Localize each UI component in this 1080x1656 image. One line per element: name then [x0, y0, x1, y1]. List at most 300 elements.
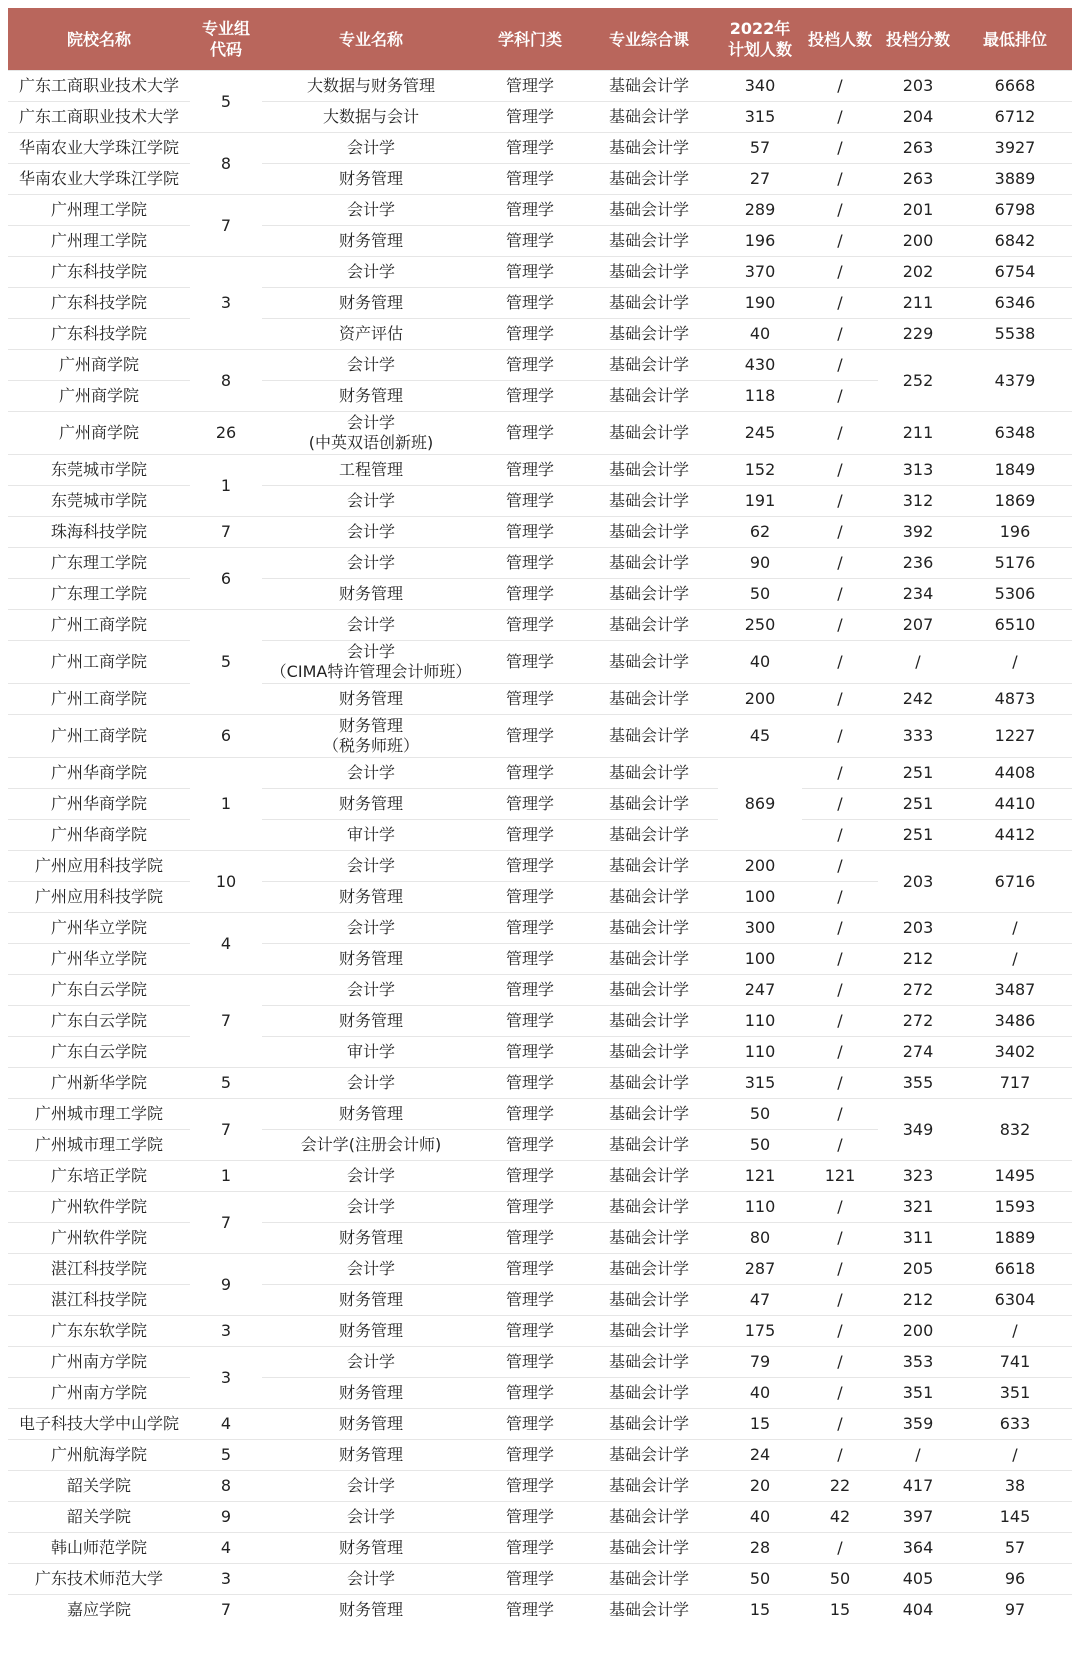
table-row — [8, 486, 1072, 517]
table-row — [8, 1192, 1072, 1223]
major-cell: 财务管理 — [262, 944, 480, 975]
school-cell: 广东理工学院 — [8, 548, 190, 579]
table-row — [8, 1502, 1072, 1533]
plan-cell: 200 — [718, 851, 802, 882]
category-cell: 管理学 — [480, 789, 580, 820]
plan-cell: 27 — [718, 164, 802, 195]
table-row — [8, 226, 1072, 257]
score-cell: 212 — [878, 1285, 958, 1316]
category-cell: 管理学 — [480, 1254, 580, 1285]
category-cell: 管理学 — [480, 1037, 580, 1068]
major-cell: 财务管理 — [262, 1099, 480, 1130]
major-cell: 财务管理 — [262, 1409, 480, 1440]
admitted-cell: 15 — [802, 1595, 878, 1626]
major-cell: 会计学 — [262, 1254, 480, 1285]
table-row — [8, 641, 1072, 684]
group-code-cell: 7 — [190, 1192, 262, 1254]
major-cell: 审计学 — [262, 820, 480, 851]
course-cell: 基础会计学 — [580, 102, 718, 133]
plan-cell: 340 — [718, 71, 802, 102]
school-cell: 广州软件学院 — [8, 1192, 190, 1223]
header-plan-text — [720, 18, 800, 60]
header-group-code — [190, 8, 262, 71]
admitted-cell: / — [802, 1347, 878, 1378]
major-cell: 财务管理 — [262, 381, 480, 412]
plan-cell: 247 — [718, 975, 802, 1006]
admitted-cell: / — [802, 851, 878, 882]
score-cell: 201 — [878, 195, 958, 226]
course-cell: 基础会计学 — [580, 1316, 718, 1347]
course-cell: 基础会计学 — [580, 1409, 718, 1440]
rank-cell: 5306 — [958, 579, 1072, 610]
course-cell: 基础会计学 — [580, 71, 718, 102]
table-row — [8, 133, 1072, 164]
course-cell: 基础会计学 — [580, 944, 718, 975]
school-cell: 广东白云学院 — [8, 1037, 190, 1068]
score-cell: 263 — [878, 164, 958, 195]
table-row — [8, 1471, 1072, 1502]
score-cell: 364 — [878, 1533, 958, 1564]
rank-cell: 1889 — [958, 1223, 1072, 1254]
major-cell: 财务管理 — [262, 1533, 480, 1564]
school-cell: 广州商学院 — [8, 381, 190, 412]
course-cell: 基础会计学 — [580, 288, 718, 319]
category-cell: 管理学 — [480, 610, 580, 641]
rank-cell: 4379 — [958, 350, 1072, 412]
course-cell: 基础会计学 — [580, 1533, 718, 1564]
category-cell: 管理学 — [480, 1440, 580, 1471]
major-line: 会计学 — [346, 642, 395, 661]
course-cell: 基础会计学 — [580, 195, 718, 226]
plan-cell: 315 — [718, 102, 802, 133]
school-cell: 韩山师范学院 — [8, 1533, 190, 1564]
plan-cell: 430 — [718, 350, 802, 381]
major-cell: 会计学 — [262, 350, 480, 381]
category-cell: 管理学 — [480, 1192, 580, 1223]
plan-cell: 62 — [718, 517, 802, 548]
major-cell: 财务管理 — [262, 579, 480, 610]
major-cell: 资产评估 — [262, 319, 480, 350]
rank-cell: 6754 — [958, 257, 1072, 288]
school-cell: 广州工商学院 — [8, 641, 190, 684]
course-cell: 基础会计学 — [580, 715, 718, 758]
category-cell: 管理学 — [480, 641, 580, 684]
group-code-cell: 4 — [190, 1533, 262, 1564]
major-cell: 财务管理 — [262, 1006, 480, 1037]
admitted-cell: / — [802, 102, 878, 133]
score-cell: 321 — [878, 1192, 958, 1223]
admitted-cell: / — [802, 455, 878, 486]
group-code-cell: 5 — [190, 1068, 262, 1099]
table-row — [8, 758, 1072, 789]
table-row — [8, 350, 1072, 381]
admitted-cell: / — [802, 517, 878, 548]
school-cell: 广州商学院 — [8, 412, 190, 455]
rank-cell: 1495 — [958, 1161, 1072, 1192]
table-row — [8, 1533, 1072, 1564]
school-cell: 广州商学院 — [8, 350, 190, 381]
group-code-cell: 1 — [190, 455, 262, 517]
table-row — [8, 1037, 1072, 1068]
header-course: 专业综合课 — [580, 8, 718, 71]
school-cell: 广州理工学院 — [8, 226, 190, 257]
score-cell: 274 — [878, 1037, 958, 1068]
rank-cell: 351 — [958, 1378, 1072, 1409]
admitted-cell: / — [802, 288, 878, 319]
plan-cell: 40 — [718, 1378, 802, 1409]
school-cell: 广州华立学院 — [8, 913, 190, 944]
table-row — [8, 548, 1072, 579]
table-row — [8, 455, 1072, 486]
category-cell: 管理学 — [480, 1378, 580, 1409]
table-row — [8, 851, 1072, 882]
admitted-cell: / — [802, 820, 878, 851]
plan-cell: 190 — [718, 288, 802, 319]
header-line: 2022年 — [729, 19, 791, 38]
major-cell: 财务管理 — [262, 789, 480, 820]
category-cell: 管理学 — [480, 350, 580, 381]
admitted-cell: 121 — [802, 1161, 878, 1192]
category-cell: 管理学 — [480, 1564, 580, 1595]
major-cell: 会计学 — [262, 851, 480, 882]
admitted-cell: / — [802, 350, 878, 381]
category-cell: 管理学 — [480, 412, 580, 455]
course-cell: 基础会计学 — [580, 1099, 718, 1130]
plan-cell: 47 — [718, 1285, 802, 1316]
major-cell: 会计学 — [262, 195, 480, 226]
major-line: 会计学 — [346, 413, 395, 432]
major-cell: 财务管理 — [262, 226, 480, 257]
plan-cell: 40 — [718, 319, 802, 350]
course-cell: 基础会计学 — [580, 789, 718, 820]
school-cell: 广东工商职业技术大学 — [8, 102, 190, 133]
major-cell: 财务管理 — [262, 1316, 480, 1347]
major-cell: 财务管理 — [262, 164, 480, 195]
group-code-cell: 8 — [190, 133, 262, 195]
course-cell: 基础会计学 — [580, 350, 718, 381]
school-cell: 广东东软学院 — [8, 1316, 190, 1347]
major-cell — [262, 641, 480, 684]
score-cell: 405 — [878, 1564, 958, 1595]
course-cell: 基础会计学 — [580, 133, 718, 164]
score-cell: 211 — [878, 412, 958, 455]
plan-cell: 100 — [718, 882, 802, 913]
admitted-cell: / — [802, 579, 878, 610]
plan-cell: 100 — [718, 944, 802, 975]
school-cell: 广州理工学院 — [8, 195, 190, 226]
plan-cell: 152 — [718, 455, 802, 486]
group-code-cell: 7 — [190, 975, 262, 1068]
group-code-cell: 6 — [190, 715, 262, 758]
course-cell: 基础会计学 — [580, 1068, 718, 1099]
school-cell: 广州应用科技学院 — [8, 882, 190, 913]
header-score: 投档分数 — [878, 8, 958, 71]
rank-cell: 1227 — [958, 715, 1072, 758]
category-cell: 管理学 — [480, 1068, 580, 1099]
score-cell: 204 — [878, 102, 958, 133]
major-cell: 财务管理 — [262, 1223, 480, 1254]
category-cell: 管理学 — [480, 758, 580, 789]
table-row — [8, 1595, 1072, 1626]
admitted-cell: / — [802, 610, 878, 641]
major-cell: 财务管理 — [262, 1378, 480, 1409]
score-cell: 272 — [878, 1006, 958, 1037]
admitted-cell: / — [802, 1223, 878, 1254]
table-row — [8, 1285, 1072, 1316]
school-cell: 广东科技学院 — [8, 288, 190, 319]
category-cell: 管理学 — [480, 715, 580, 758]
admitted-cell: / — [802, 1006, 878, 1037]
major-cell: 会计学 — [262, 1502, 480, 1533]
course-cell: 基础会计学 — [580, 1471, 718, 1502]
table-row — [8, 1409, 1072, 1440]
plan-cell: 869 — [718, 758, 802, 851]
course-cell: 基础会计学 — [580, 1006, 718, 1037]
table-body — [8, 71, 1072, 1626]
plan-cell: 15 — [718, 1409, 802, 1440]
course-cell: 基础会计学 — [580, 164, 718, 195]
school-cell: 广州工商学院 — [8, 684, 190, 715]
school-cell: 广州工商学院 — [8, 610, 190, 641]
rank-cell: 4412 — [958, 820, 1072, 851]
course-cell: 基础会计学 — [580, 975, 718, 1006]
school-cell: 广州软件学院 — [8, 1223, 190, 1254]
category-cell: 管理学 — [480, 975, 580, 1006]
score-cell: 349 — [878, 1099, 958, 1161]
major-cell: 审计学 — [262, 1037, 480, 1068]
plan-cell: 200 — [718, 684, 802, 715]
group-code-cell: 5 — [190, 1440, 262, 1471]
table-row — [8, 610, 1072, 641]
rank-cell: 4410 — [958, 789, 1072, 820]
score-cell: 242 — [878, 684, 958, 715]
category-cell: 管理学 — [480, 1006, 580, 1037]
plan-cell: 15 — [718, 1595, 802, 1626]
admitted-cell: / — [802, 195, 878, 226]
school-cell: 电子科技大学中山学院 — [8, 1409, 190, 1440]
group-code-cell: 9 — [190, 1502, 262, 1533]
table-row — [8, 1254, 1072, 1285]
major-cell: 财务管理 — [262, 288, 480, 319]
course-cell: 基础会计学 — [580, 1161, 718, 1192]
category-cell: 管理学 — [480, 1533, 580, 1564]
major-cell: 会计学 — [262, 517, 480, 548]
category-cell: 管理学 — [480, 684, 580, 715]
table-row — [8, 164, 1072, 195]
school-cell: 嘉应学院 — [8, 1595, 190, 1626]
rank-cell: / — [958, 944, 1072, 975]
group-code-cell: 7 — [190, 1595, 262, 1626]
category-cell: 管理学 — [480, 1409, 580, 1440]
table-row — [8, 319, 1072, 350]
major-cell: 会计学 — [262, 1192, 480, 1223]
score-cell: / — [878, 641, 958, 684]
rank-cell: 196 — [958, 517, 1072, 548]
admitted-cell: / — [802, 1068, 878, 1099]
admitted-cell: / — [802, 1099, 878, 1130]
group-code-cell: 7 — [190, 517, 262, 548]
school-cell: 广东白云学院 — [8, 1006, 190, 1037]
category-cell: 管理学 — [480, 486, 580, 517]
rank-cell: 1869 — [958, 486, 1072, 517]
major-cell: 会计学 — [262, 257, 480, 288]
major-cell: 财务管理 — [262, 1595, 480, 1626]
score-cell: 251 — [878, 789, 958, 820]
major-cell: 会计学 — [262, 548, 480, 579]
header-line: 计划人数 — [727, 40, 792, 59]
school-cell: 韶关学院 — [8, 1471, 190, 1502]
category-cell: 管理学 — [480, 257, 580, 288]
category-cell: 管理学 — [480, 226, 580, 257]
rank-cell: 6346 — [958, 288, 1072, 319]
course-cell: 基础会计学 — [580, 1130, 718, 1161]
course-cell: 基础会计学 — [580, 1223, 718, 1254]
table-row — [8, 1006, 1072, 1037]
course-cell: 基础会计学 — [580, 851, 718, 882]
school-cell: 广东培正学院 — [8, 1161, 190, 1192]
plan-cell: 79 — [718, 1347, 802, 1378]
score-cell: 236 — [878, 548, 958, 579]
group-code-cell: 4 — [190, 913, 262, 975]
major-subtitle: (中英双语创新班) — [308, 433, 434, 452]
admitted-cell: / — [802, 913, 878, 944]
score-cell: 200 — [878, 226, 958, 257]
score-cell: 355 — [878, 1068, 958, 1099]
course-cell: 基础会计学 — [580, 1037, 718, 1068]
header-plan — [718, 8, 802, 71]
table-row — [8, 412, 1072, 455]
category-cell: 管理学 — [480, 1161, 580, 1192]
plan-cell: 50 — [718, 1130, 802, 1161]
plan-cell: 40 — [718, 1502, 802, 1533]
plan-cell: 45 — [718, 715, 802, 758]
course-cell: 基础会计学 — [580, 1254, 718, 1285]
group-code-cell: 3 — [190, 1347, 262, 1409]
admission-table-container — [8, 8, 1072, 1625]
category-cell: 管理学 — [480, 319, 580, 350]
rank-cell: 38 — [958, 1471, 1072, 1502]
category-cell: 管理学 — [480, 882, 580, 913]
rank-cell: 633 — [958, 1409, 1072, 1440]
score-cell: / — [878, 1440, 958, 1471]
school-cell: 广州工商学院 — [8, 715, 190, 758]
course-cell: 基础会计学 — [580, 319, 718, 350]
admission-table — [8, 8, 1072, 1625]
score-cell: 353 — [878, 1347, 958, 1378]
header-line: 专业组 — [201, 19, 250, 38]
header-admitted: 投档人数 — [802, 8, 878, 71]
table-row — [8, 1378, 1072, 1409]
major-cell: 财务管理 — [262, 1285, 480, 1316]
table-row — [8, 975, 1072, 1006]
course-cell: 基础会计学 — [580, 684, 718, 715]
rank-cell: 6618 — [958, 1254, 1072, 1285]
rank-cell: 96 — [958, 1564, 1072, 1595]
admitted-cell: / — [802, 684, 878, 715]
major-cell: 大数据与财务管理 — [262, 71, 480, 102]
rank-cell: 717 — [958, 1068, 1072, 1099]
table-row — [8, 517, 1072, 548]
table-row — [8, 715, 1072, 758]
rank-cell: 57 — [958, 1533, 1072, 1564]
admitted-cell: / — [802, 1285, 878, 1316]
school-cell: 广州城市理工学院 — [8, 1099, 190, 1130]
admitted-cell: / — [802, 1409, 878, 1440]
admitted-cell: / — [802, 789, 878, 820]
category-cell: 管理学 — [480, 913, 580, 944]
admitted-cell: 50 — [802, 1564, 878, 1595]
score-cell: 311 — [878, 1223, 958, 1254]
category-cell: 管理学 — [480, 1595, 580, 1626]
major-cell — [262, 715, 480, 758]
group-code-cell: 8 — [190, 1471, 262, 1502]
major-cell: 会计学 — [262, 975, 480, 1006]
category-cell: 管理学 — [480, 102, 580, 133]
major-cell: 会计学 — [262, 1161, 480, 1192]
school-cell: 东莞城市学院 — [8, 486, 190, 517]
table-row — [8, 1161, 1072, 1192]
school-cell: 广州华商学院 — [8, 758, 190, 789]
school-cell: 韶关学院 — [8, 1502, 190, 1533]
course-cell: 基础会计学 — [580, 517, 718, 548]
category-cell: 管理学 — [480, 381, 580, 412]
table-row — [8, 820, 1072, 851]
plan-cell: 245 — [718, 412, 802, 455]
rank-cell: / — [958, 913, 1072, 944]
course-cell: 基础会计学 — [580, 1347, 718, 1378]
plan-cell: 24 — [718, 1440, 802, 1471]
major-cell: 会计学 — [262, 1471, 480, 1502]
major-cell: 财务管理 — [262, 684, 480, 715]
table-row — [8, 1564, 1072, 1595]
course-cell: 基础会计学 — [580, 1192, 718, 1223]
score-cell: 251 — [878, 758, 958, 789]
table-row — [8, 913, 1072, 944]
score-cell: 263 — [878, 133, 958, 164]
course-cell: 基础会计学 — [580, 226, 718, 257]
category-cell: 管理学 — [480, 1130, 580, 1161]
rank-cell: 3889 — [958, 164, 1072, 195]
admitted-cell: / — [802, 381, 878, 412]
admitted-cell: / — [802, 975, 878, 1006]
rank-cell: 6798 — [958, 195, 1072, 226]
course-cell: 基础会计学 — [580, 882, 718, 913]
rank-cell: 3486 — [958, 1006, 1072, 1037]
rank-cell: 4873 — [958, 684, 1072, 715]
course-cell: 基础会计学 — [580, 820, 718, 851]
school-cell: 广州新华学院 — [8, 1068, 190, 1099]
admitted-cell: / — [802, 71, 878, 102]
plan-cell: 80 — [718, 1223, 802, 1254]
category-cell: 管理学 — [480, 455, 580, 486]
plan-cell: 191 — [718, 486, 802, 517]
group-code-cell: 7 — [190, 1099, 262, 1161]
score-cell: 397 — [878, 1502, 958, 1533]
table-row — [8, 1440, 1072, 1471]
score-cell: 351 — [878, 1378, 958, 1409]
header-group-code-text — [192, 18, 260, 60]
admitted-cell: / — [802, 412, 878, 455]
table-row — [8, 1068, 1072, 1099]
school-cell: 广州城市理工学院 — [8, 1130, 190, 1161]
category-cell: 管理学 — [480, 288, 580, 319]
category-cell: 管理学 — [480, 820, 580, 851]
major-cell: 工程管理 — [262, 455, 480, 486]
course-cell: 基础会计学 — [580, 1595, 718, 1626]
admitted-cell: / — [802, 257, 878, 288]
score-cell: 229 — [878, 319, 958, 350]
rank-cell: 4408 — [958, 758, 1072, 789]
